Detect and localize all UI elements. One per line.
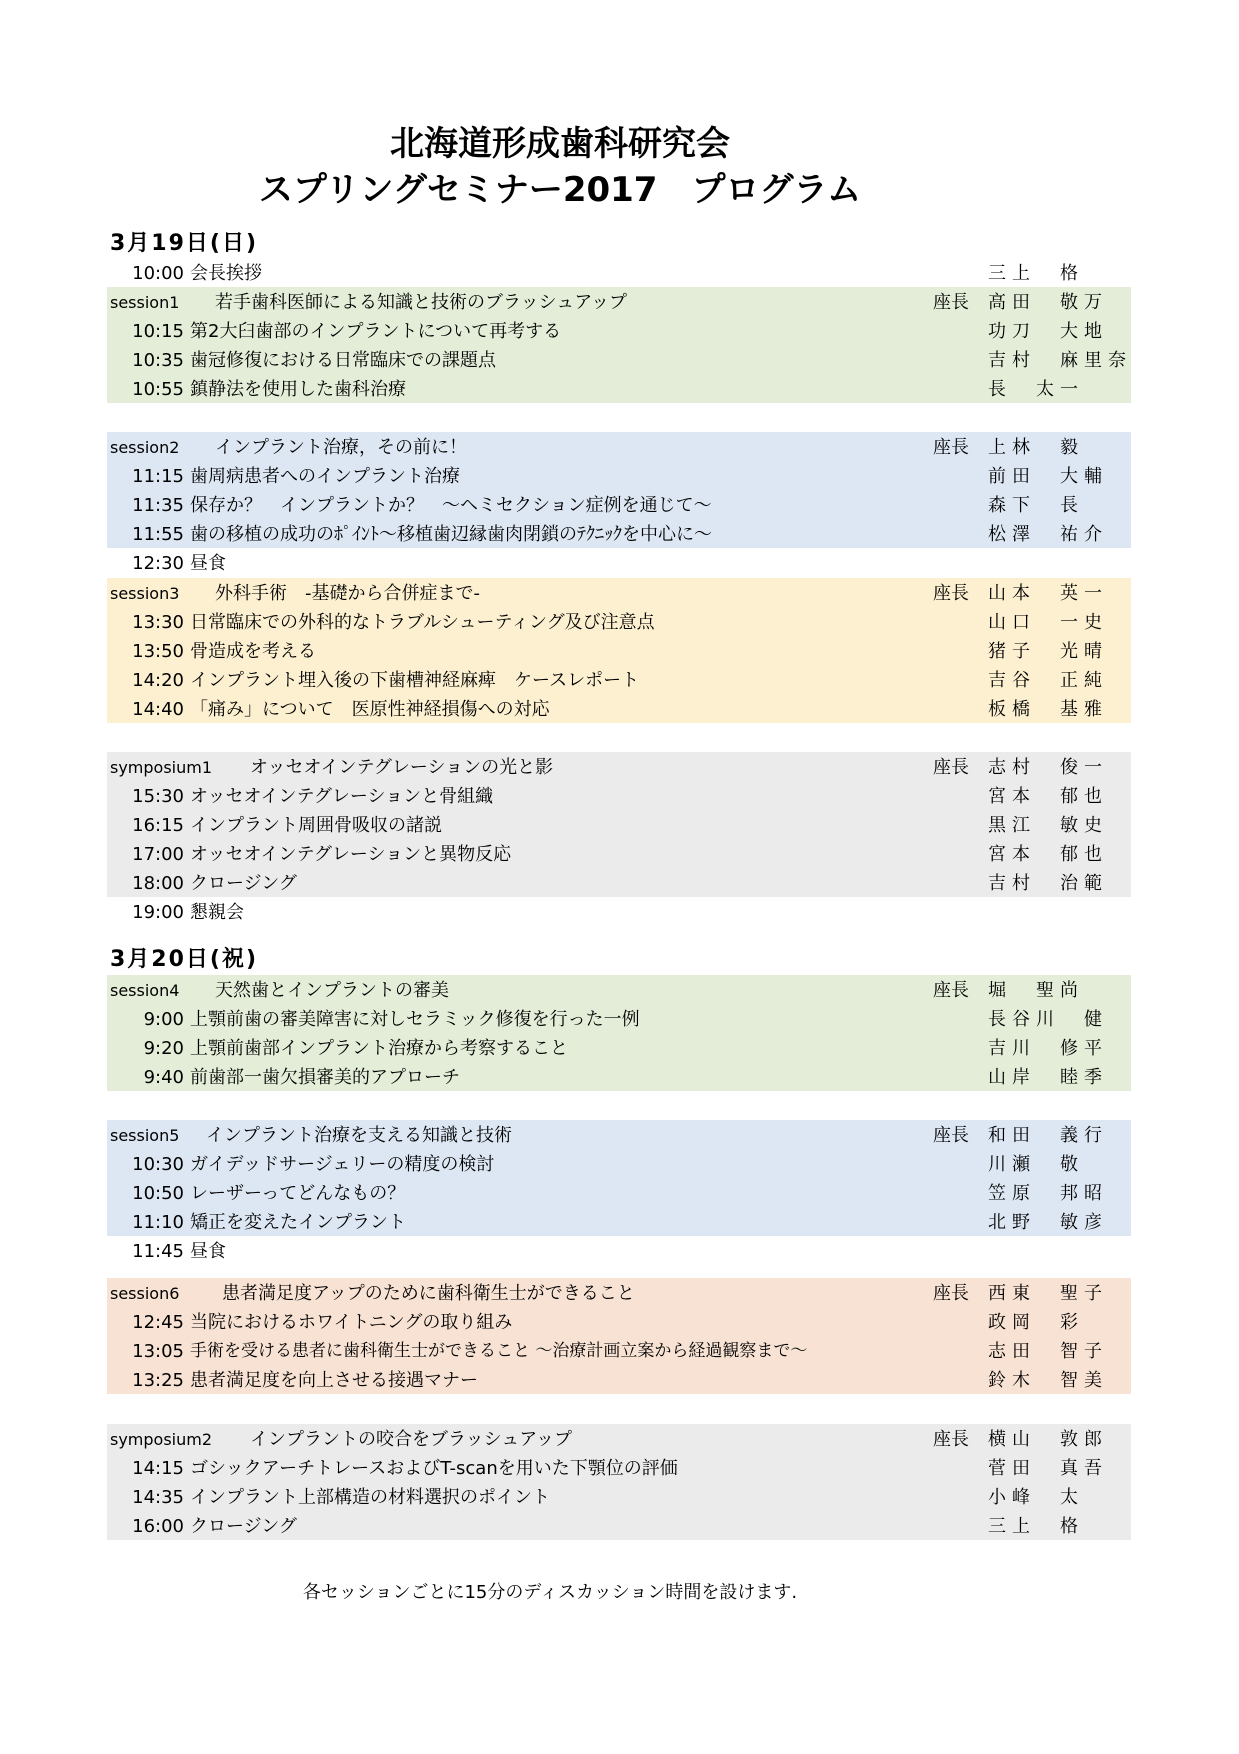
lunch-title: 昼食 (190, 1241, 226, 1262)
talk-title: オッセオインテグレーションと骨組織 (190, 786, 494, 807)
talk-speaker: 吉谷 正純 (988, 670, 1108, 691)
talk-time: 15:30 (132, 786, 184, 807)
day2-date: 3月20日(祝) (110, 947, 259, 972)
talk-row (0, 1483, 1239, 1512)
talk-time: 18:00 (132, 873, 184, 894)
session-tag: session6 (110, 1284, 180, 1303)
session4-header (0, 976, 1239, 1005)
talk-row (0, 1208, 1239, 1237)
talk-title: 歯周病患者へのインプラント治療 (190, 466, 460, 487)
page-title: 北海道形成歯科研究会 (390, 124, 730, 164)
talk-title: 鎮静法を使用した歯科治療 (190, 379, 406, 400)
talk-time: 10:35 (132, 350, 184, 371)
footer-note: 各セッションごとに15分のディスカッション時間を設けます. (302, 1582, 798, 1603)
talk-time: 10:50 (132, 1183, 184, 1204)
talk-time: 10:30 (132, 1154, 184, 1175)
talk-speaker: 小峰 太 (988, 1487, 1084, 1508)
lunch-time: 11:45 (132, 1241, 184, 1262)
symposium2-header (0, 1425, 1239, 1454)
talk-title: インプラント周囲骨吸収の諸説 (190, 815, 442, 836)
talk-row (0, 346, 1239, 375)
talk-title: 手術を受ける患者に歯科衛生士ができること ～治療計画立案から経過観察まで～ (190, 1341, 808, 1361)
talk-time: 14:40 (132, 699, 184, 720)
talk-title: 歯冠修復における日常臨床での課題点 (190, 350, 496, 371)
chair-name: 上林 毅 (988, 437, 1084, 458)
opening-speaker: 三上 格 (988, 263, 1084, 284)
talk-row (0, 695, 1239, 724)
lunch-title: 昼食 (190, 553, 226, 574)
session2-header (0, 433, 1239, 462)
talk-row (0, 782, 1239, 811)
session6-header (0, 1279, 1239, 1308)
talk-time: 10:55 (132, 379, 184, 400)
chair-label: 座長 (933, 757, 969, 778)
chair-name: 西東 聖子 (988, 1283, 1108, 1304)
session-title: インプラントの咬合をブラッシュアップ (250, 1429, 573, 1450)
talk-row (0, 1308, 1239, 1337)
talk-row (0, 811, 1239, 840)
talk-time: 9:20 (143, 1038, 184, 1059)
talk-speaker: 吉川 修平 (988, 1038, 1108, 1059)
talk-speaker: 板橋 基雅 (988, 699, 1108, 720)
party-row (0, 898, 1239, 927)
opening-time: 10:00 (132, 263, 184, 284)
party-time: 19:00 (132, 902, 184, 923)
talk-speaker: 鈴木 智美 (988, 1370, 1108, 1391)
symposium1-header (0, 753, 1239, 782)
chair-name: 志村 俊一 (988, 757, 1108, 778)
session-title: インプラント治療，その前に！ (215, 437, 467, 458)
talk-speaker: 森下 長 (988, 495, 1084, 516)
lunch-time: 12:30 (132, 553, 184, 574)
chair-label: 座長 (933, 292, 969, 313)
talk-row (0, 608, 1239, 637)
chair-label: 座長 (933, 1429, 969, 1450)
talk-title: インプラント埋入後の下歯槽神経麻痺 ケースレポート (190, 670, 640, 691)
talk-row (0, 869, 1239, 898)
talk-time: 11:15 (132, 466, 184, 487)
talk-speaker: 笠原 邦昭 (988, 1183, 1108, 1204)
chair-label: 座長 (933, 1283, 969, 1304)
chair-label: 座長 (933, 1125, 969, 1146)
session-title: 若手歯科医師による知識と技術のブラッシュアップ (215, 292, 628, 313)
talk-row (0, 1179, 1239, 1208)
talk-title: 骨造成を考える (190, 641, 316, 662)
talk-speaker: 前田 大輔 (988, 466, 1108, 487)
talk-time: 13:05 (132, 1341, 184, 1362)
session-title: 外科手術 -基礎から合併症まで- (215, 583, 480, 604)
talk-speaker: 功刀 大地 (988, 321, 1108, 342)
talk-time: 14:20 (132, 670, 184, 691)
day1-date: 3月19日(日) (110, 231, 259, 256)
session-tag: session3 (110, 584, 180, 603)
talk-time: 9:40 (143, 1067, 184, 1088)
talk-speaker: 北野 敏彦 (988, 1212, 1108, 1233)
talk-time: 11:10 (132, 1212, 184, 1233)
talk-row (0, 637, 1239, 666)
talk-title: オッセオインテグレーションと異物反応 (190, 844, 512, 865)
session5-header (0, 1121, 1239, 1150)
talk-row (0, 462, 1239, 491)
talk-row (0, 1034, 1239, 1063)
chair-label: 座長 (933, 980, 969, 1001)
chair-name: 高田 敬万 (988, 292, 1108, 313)
talk-time: 9:00 (143, 1009, 184, 1030)
talk-title: 上顎前歯部インプラント治療から考察すること (190, 1038, 568, 1059)
session-title: インプラント治療を支える知識と技術 (206, 1125, 512, 1146)
lunch-row (0, 1237, 1239, 1266)
opening-title: 会長挨拶 (190, 263, 262, 284)
talk-speaker: 長谷川 健 (988, 1009, 1108, 1030)
chair-name: 和田 義行 (988, 1125, 1108, 1146)
opening-row (0, 259, 1239, 288)
talk-time: 13:25 (132, 1370, 184, 1391)
talk-row (0, 520, 1239, 549)
chair-label: 座長 (933, 437, 969, 458)
talk-speaker: 菅田 真吾 (988, 1458, 1108, 1479)
talk-row (0, 1150, 1239, 1179)
talk-row (0, 375, 1239, 404)
session-title: 患者満足度アップのために歯科衛生士ができること (222, 1283, 635, 1304)
talk-title: クロージング (190, 1516, 297, 1537)
talk-speaker: 猪子 光晴 (988, 641, 1108, 662)
talk-title: 日常臨床での外科的なトラブルシューティング及び注意点 (190, 612, 655, 633)
talk-time: 10:15 (132, 321, 184, 342)
session-title: オッセオインテグレーションの光と影 (250, 757, 554, 778)
talk-row (0, 666, 1239, 695)
talk-speaker: 吉村 治範 (988, 873, 1108, 894)
chair-name: 山本 英一 (988, 583, 1108, 604)
talk-title: 矯正を変えたインプラント (190, 1212, 406, 1233)
talk-title: 当院におけるホワイトニングの取り組み (190, 1312, 513, 1333)
talk-row (0, 1454, 1239, 1483)
talk-time: 11:35 (132, 495, 184, 516)
talk-row (0, 491, 1239, 520)
talk-row (0, 317, 1239, 346)
talk-title: インプラント上部構造の材料選択のポイント (190, 1487, 550, 1508)
session1-header (0, 288, 1239, 317)
talk-speaker: 志田 智子 (988, 1341, 1108, 1362)
talk-time: 11:55 (132, 524, 184, 545)
talk-title: 第2大臼歯部のインプラントについて再考する (190, 321, 562, 342)
talk-speaker: 山口 一史 (988, 612, 1108, 633)
session-title: 天然歯とインプラントの審美 (215, 980, 449, 1001)
talk-speaker: 黒江 敏史 (988, 815, 1108, 836)
lunch-row (0, 549, 1239, 578)
talk-title: 上顎前歯の審美障害に対しセラミック修復を行った一例 (190, 1009, 640, 1030)
talk-time: 16:15 (132, 815, 184, 836)
talk-title: 患者満足度を向上させる接遇マナー (190, 1370, 478, 1391)
talk-title: 「痛み」について 医原性神経損傷への対応 (190, 699, 550, 720)
talk-title: 歯の移植の成功のﾎﾟｲﾝﾄ～移植歯辺縁歯肉閉鎖のﾃｸﾆｯｸを中心に～ (190, 524, 712, 545)
talk-row (0, 1337, 1239, 1366)
talk-speaker: 政岡 彩 (988, 1312, 1084, 1333)
chair-label: 座長 (933, 583, 969, 604)
talk-time: 14:35 (132, 1487, 184, 1508)
talk-row (0, 1005, 1239, 1034)
talk-time: 16:00 (132, 1516, 184, 1537)
talk-title: レーザーってどんなもの？ (190, 1183, 406, 1204)
chair-name: 堀 聖尚 (988, 980, 1084, 1001)
talk-title: 保存か？ インプラントか？ ～ヘミセクション症例を通じて～ (190, 495, 712, 516)
talk-time: 13:50 (132, 641, 184, 662)
talk-title: 前歯部一歯欠損審美的アプローチ (190, 1067, 460, 1088)
talk-speaker: 山岸 睦季 (988, 1067, 1108, 1088)
session-tag: symposium2 (110, 1430, 213, 1449)
talk-row (0, 1063, 1239, 1092)
session-tag: session4 (110, 981, 180, 1000)
talk-row (0, 1512, 1239, 1541)
chair-name: 横山 敦郎 (988, 1429, 1108, 1450)
talk-title: クロージング (190, 873, 297, 894)
talk-title: ゴシックアーチトレースおよびT-scanを用いた下顎位の評価 (190, 1458, 678, 1479)
talk-speaker: 松澤 祐介 (988, 524, 1108, 545)
session3-header (0, 579, 1239, 608)
talk-time: 17:00 (132, 844, 184, 865)
talk-speaker: 三上 格 (988, 1516, 1084, 1537)
session-tag: session1 (110, 293, 180, 312)
talk-row (0, 840, 1239, 869)
talk-speaker: 吉村 麻里奈 (988, 350, 1132, 371)
page-subtitle: スプリングセミナー2017 プログラム (258, 170, 862, 210)
session-tag: symposium1 (110, 758, 213, 777)
talk-speaker: 宮本 郁也 (988, 844, 1108, 865)
talk-speaker: 長 太一 (988, 379, 1084, 400)
talk-title: ガイデッドサージェリーの精度の検討 (190, 1154, 495, 1175)
session-tag: session5 (110, 1126, 180, 1145)
session-tag: session2 (110, 438, 180, 457)
talk-row (0, 1366, 1239, 1395)
talk-time: 12:45 (132, 1312, 184, 1333)
party-title: 懇親会 (190, 902, 244, 923)
talk-time: 13:30 (132, 612, 184, 633)
talk-speaker: 宮本 郁也 (988, 786, 1108, 807)
talk-speaker: 川瀬 敬 (988, 1154, 1084, 1175)
talk-time: 14:15 (132, 1458, 184, 1479)
